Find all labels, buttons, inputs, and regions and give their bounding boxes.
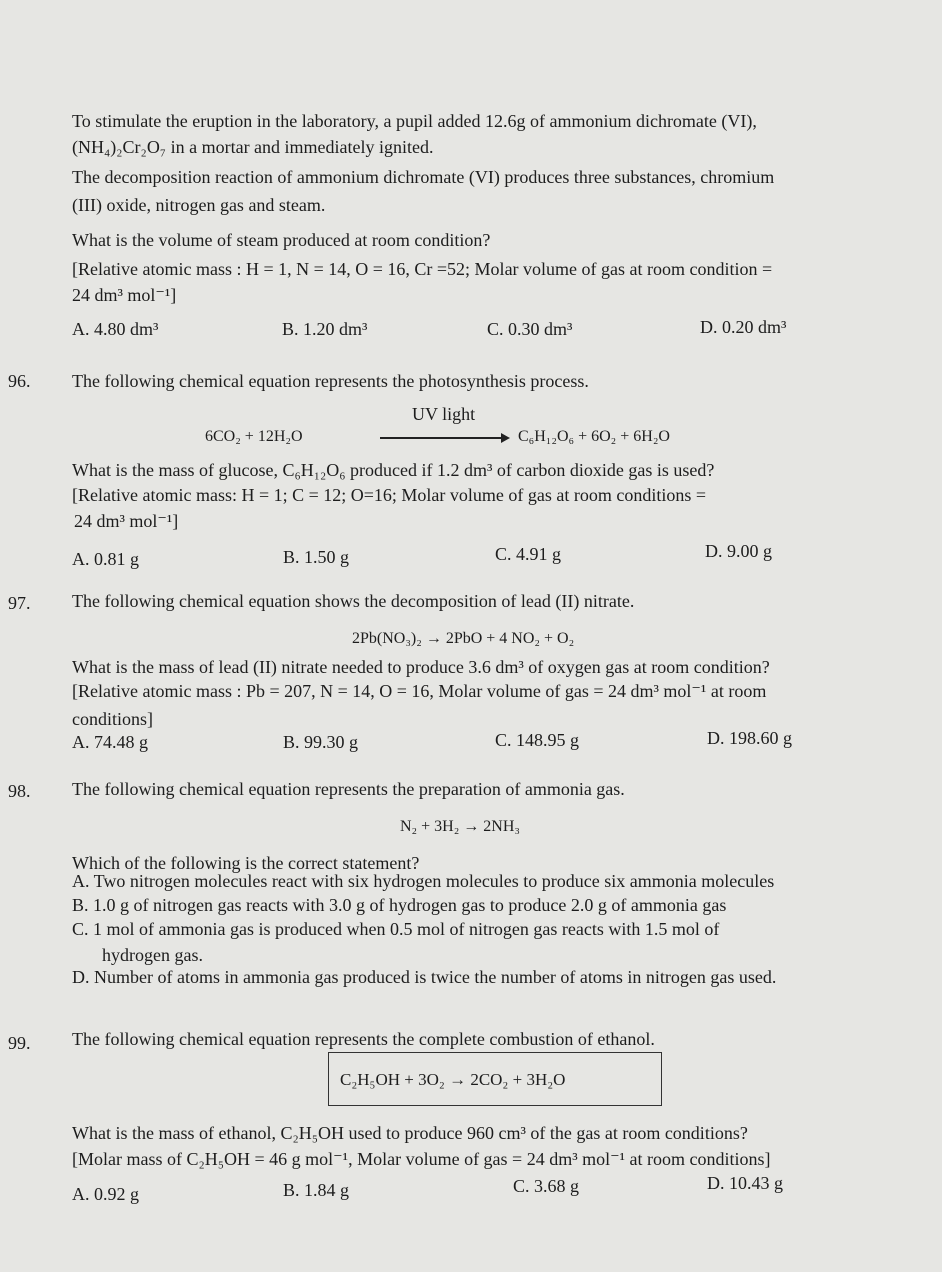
q97-option-c: C. 148.95 g <box>495 730 580 750</box>
q98-option-d: D. Number of atoms in ammonia gas produced is twice the number of atoms in nitrogen gas used. <box>72 967 777 987</box>
q96-data-1: [Relative atomic mass: H = 1; C = 12; O=16; Molar volume of gas at room conditions = <box>72 485 707 505</box>
q95-option-a: A. 4.80 dm³ <box>72 319 159 339</box>
q97-option-a: A. 74.48 g <box>72 732 148 752</box>
q96-reactants: 6CO₂ + 12H₂O <box>205 428 303 445</box>
q98-option-c: C. 1 mol of ammonia gas is produced when 0.5 mol of nitrogen gas reacts with 1.5 mol of <box>72 919 720 939</box>
q97-question: What is the mass of lead (II) nitrate needed to produce 3.6 dm³ of oxygen gas at room condition? <box>72 657 770 677</box>
q95-data-2: 24 dm³ mol⁻¹] <box>72 285 177 305</box>
q99-question: What is the mass of ethanol, C₂H₅OH used to produce 960 cm³ of the gas at room conditions? <box>72 1123 748 1143</box>
q96-option-d: D. 9.00 g <box>705 541 772 561</box>
q99-option-d: D. 10.43 g <box>707 1173 783 1193</box>
q97-data-1: [Relative atomic mass : Pb = 207, N = 14, O = 16, Molar volume of gas = 24 dm³ mol⁻¹ at room <box>72 681 767 701</box>
q96-question: What is the mass of glucose, C₆H₁₂O₆ produced if 1.2 dm³ of carbon dioxide gas is used? <box>72 460 715 480</box>
q97-option-b: B. 99.30 g <box>283 732 359 752</box>
q98-stem: The following chemical equation represents the preparation of ammonia gas. <box>72 779 625 799</box>
q95-option-c: C. 0.30 dm³ <box>487 319 573 339</box>
q95-intro-3: The decomposition reaction of ammonium dichromate (VI) produces three substances, chromium <box>72 167 775 187</box>
q96-number: 96. <box>8 371 31 391</box>
q99-stem: The following chemical equation represents the complete combustion of ethanol. <box>72 1029 655 1049</box>
q96-option-b: B. 1.50 g <box>283 547 350 567</box>
q98-option-c-cont: hydrogen gas. <box>102 945 203 965</box>
q99-data: [Molar mass of C₂H₅OH = 46 g mol⁻¹, Molar volume of gas = 24 dm³ mol⁻¹ at room conditions] <box>72 1149 771 1169</box>
q97-option-d: D. 198.60 g <box>707 728 792 748</box>
q96-option-a: A. 0.81 g <box>72 549 139 569</box>
q98-option-b: B. 1.0 g of nitrogen gas reacts with 3.0 g of hydrogen gas to produce 2.0 g of ammonia gas <box>72 895 727 915</box>
q98-number: 98. <box>8 781 31 801</box>
q99-option-b: B. 1.84 g <box>283 1180 350 1200</box>
q96-data-2: 24 dm³ mol⁻¹] <box>74 511 179 531</box>
q99-equation: C₂H₅OH + 3O₂ → 2CO₂ + 3H₂O <box>340 1070 566 1089</box>
q96-stem: The following chemical equation represents the photosynthesis process. <box>72 371 589 391</box>
q99-option-c: C. 3.68 g <box>513 1176 580 1196</box>
q98-equation: N₂ + 3H₂ → 2NH₃ <box>400 818 520 835</box>
q95-option-b: B. 1.20 dm³ <box>282 319 368 339</box>
q95-intro-2: (NH₄)₂Cr₂O₇ in a mortar and immediately ignited. <box>72 137 434 157</box>
reaction-arrow-icon <box>380 437 508 439</box>
q98-question: Which of the following is the correct statement? <box>72 853 420 873</box>
q95-intro-1: To stimulate the eruption in the laboratory, a pupil added 12.6g of ammonium dichromate (VI), <box>72 111 757 131</box>
q96-condition: UV light <box>412 404 476 424</box>
q95-data-1: [Relative atomic mass : H = 1, N = 14, O = 16, Cr =52; Molar volume of gas at room condition = <box>72 259 773 279</box>
q97-equation: 2Pb(NO₃)₂ → 2PbO + 4 NO₂ + O₂ <box>352 630 575 647</box>
q95-option-d: D. 0.20 dm³ <box>700 317 787 337</box>
q97-number: 97. <box>8 593 31 613</box>
q98-option-a: A. Two nitrogen molecules react with six hydrogen molecules to produce six ammonia molecules <box>72 871 775 891</box>
q99-number: 99. <box>8 1033 31 1053</box>
q96-option-c: C. 4.91 g <box>495 544 562 564</box>
q95-intro-4: (III) oxide, nitrogen gas and steam. <box>72 195 326 215</box>
q97-stem: The following chemical equation shows the decomposition of lead (II) nitrate. <box>72 591 635 611</box>
q96-products: C₆H₁₂O₆ + 6O₂ + 6H₂O <box>518 428 670 445</box>
q99-option-a: A. 0.92 g <box>72 1184 139 1204</box>
q97-data-2: conditions] <box>72 709 153 729</box>
q95-question: What is the volume of steam produced at room condition? <box>72 230 491 250</box>
